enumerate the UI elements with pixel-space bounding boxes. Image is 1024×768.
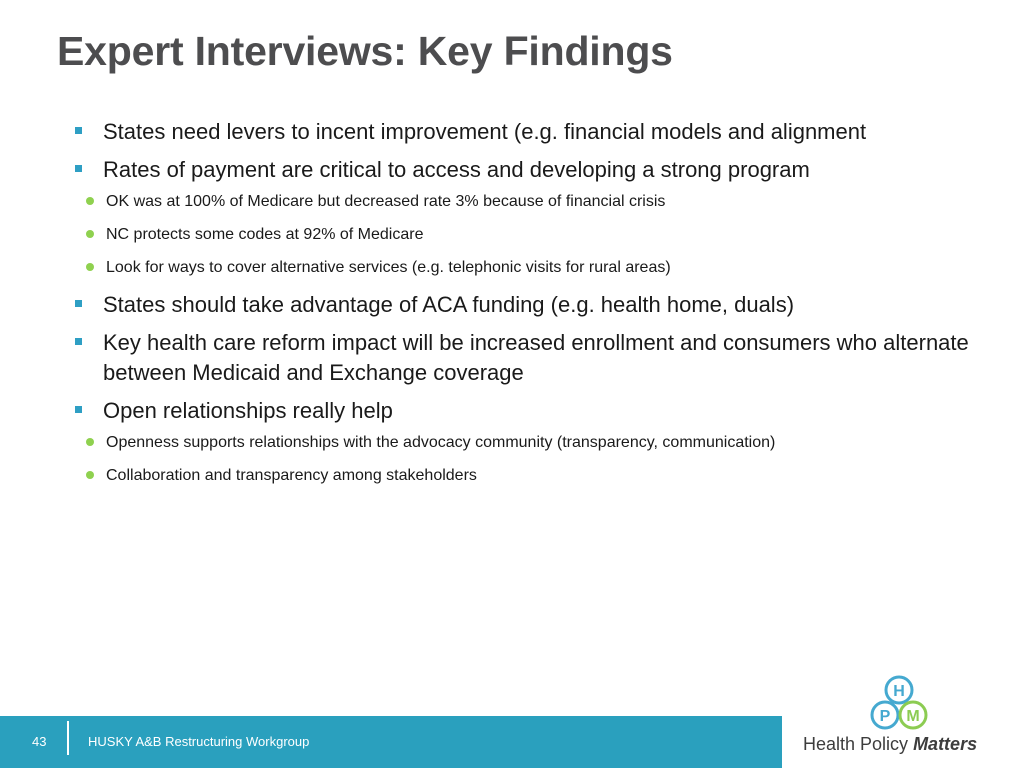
page-number: 43	[32, 734, 47, 749]
sub-bullet-item	[78, 465, 974, 486]
square-bullet-icon	[75, 406, 82, 413]
sub-bullet-item	[78, 257, 974, 278]
sub-bullet-text: Collaboration and transparency among stakeholders	[106, 467, 477, 484]
dot-bullet-icon	[86, 471, 94, 479]
logo-letter-m: M	[906, 708, 920, 725]
sub-bullet-text: Look for ways to cover alternative services (e.g. telephonic visits for rural areas)	[106, 259, 671, 276]
bullet-item	[74, 328, 974, 388]
bullet-list	[74, 117, 974, 498]
sub-bullet-text: Openness supports relationships with the advocacy community (transparency, communication)	[106, 434, 776, 451]
sub-bullet-item	[78, 224, 974, 245]
sub-bullet-item	[78, 432, 974, 453]
square-bullet-icon	[75, 338, 82, 345]
sub-bullet-text: OK was at 100% of Medicare but decreased rate 3% because of financial crisis	[106, 193, 666, 210]
bullet-text: States should take advantage of ACA funding (e.g. health home, duals)	[103, 292, 795, 317]
footer-text: HUSKY A&B Restructuring Workgroup	[88, 734, 310, 749]
bullet-item	[74, 155, 974, 278]
bullet-text: Key health care reform impact will be increased enrollment and consumers who alternate between Medicaid and Exchange coverage	[103, 330, 969, 385]
dot-bullet-icon	[86, 438, 94, 446]
logo-wordmark	[803, 734, 977, 755]
bullet-item	[74, 117, 974, 147]
sub-bullet-item	[78, 191, 974, 212]
square-bullet-icon	[75, 127, 82, 134]
logo-letter-p: P	[879, 708, 891, 725]
bullet-text: Rates of payment are critical to access and developing a strong program	[103, 157, 810, 182]
hpm-logo-icon	[866, 674, 932, 736]
sub-bullet-list	[103, 432, 974, 486]
sub-bullet-text: NC protects some codes at 92% of Medicare	[106, 226, 424, 243]
square-bullet-icon	[75, 165, 82, 172]
footer-divider	[67, 721, 69, 755]
dot-bullet-icon	[86, 263, 94, 271]
logo-name-prefix: Health Policy	[803, 734, 914, 754]
logo-name-suffix: Matters	[913, 734, 978, 754]
dot-bullet-icon	[86, 230, 94, 238]
sub-bullet-list	[103, 191, 974, 278]
bullet-text: States need levers to incent improvement (e.g. financial models and alignment	[103, 119, 867, 144]
square-bullet-icon	[75, 300, 82, 307]
slide-title: Expert Interviews: Key Findings	[57, 28, 673, 74]
bullet-item	[74, 396, 974, 486]
bullet-item	[74, 290, 974, 320]
dot-bullet-icon	[86, 197, 94, 205]
bullet-text: Open relationships really help	[103, 398, 393, 423]
logo-letter-h: H	[893, 683, 905, 700]
